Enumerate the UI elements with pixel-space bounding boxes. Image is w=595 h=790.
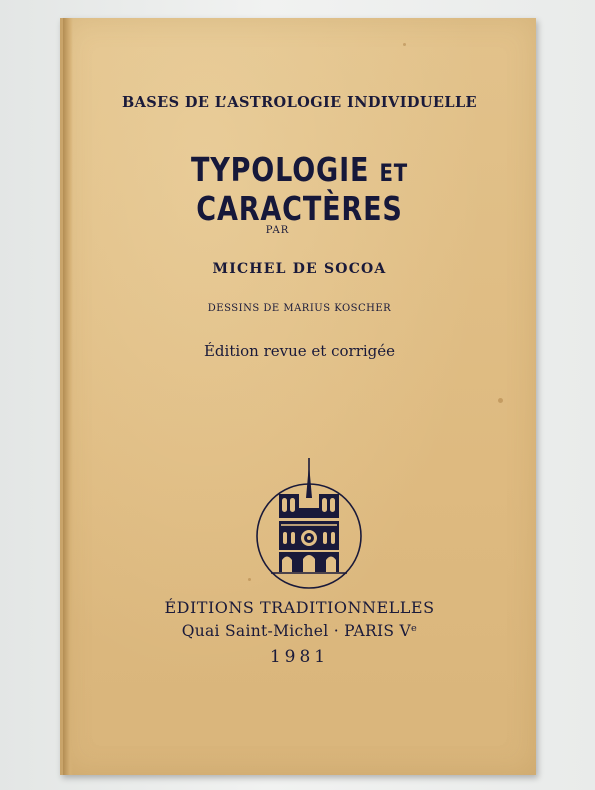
title-part-2: CARACTÈRES: [196, 189, 403, 228]
publisher-name: ÉDITIONS TRADITIONNELLES: [164, 598, 435, 617]
stain-spot: [403, 43, 406, 46]
title-conjunction: ET: [379, 159, 409, 187]
publisher-address: Quai Saint-Michel · PARIS Vᵉ: [181, 622, 418, 640]
book-title: [106, 150, 494, 228]
author-name: MICHEL DE SOCOA: [212, 261, 387, 277]
book-cover: [60, 18, 536, 775]
illustrator-credit: DESSINS DE MARIUS KOSCHER: [207, 303, 392, 314]
edition-note: Édition revue et corrigée: [203, 342, 396, 360]
series-title: BASES DE L’ASTROLOGIE INDIVIDUELLE: [121, 94, 477, 111]
title-part-1: TYPOLOGIE: [190, 150, 370, 189]
stain-spot: [248, 578, 251, 581]
stain-spot: [498, 398, 503, 403]
notre-dame-cathedral-icon: [253, 458, 365, 590]
publication-year: 1981: [269, 647, 330, 667]
by-label: PAR: [265, 225, 290, 236]
